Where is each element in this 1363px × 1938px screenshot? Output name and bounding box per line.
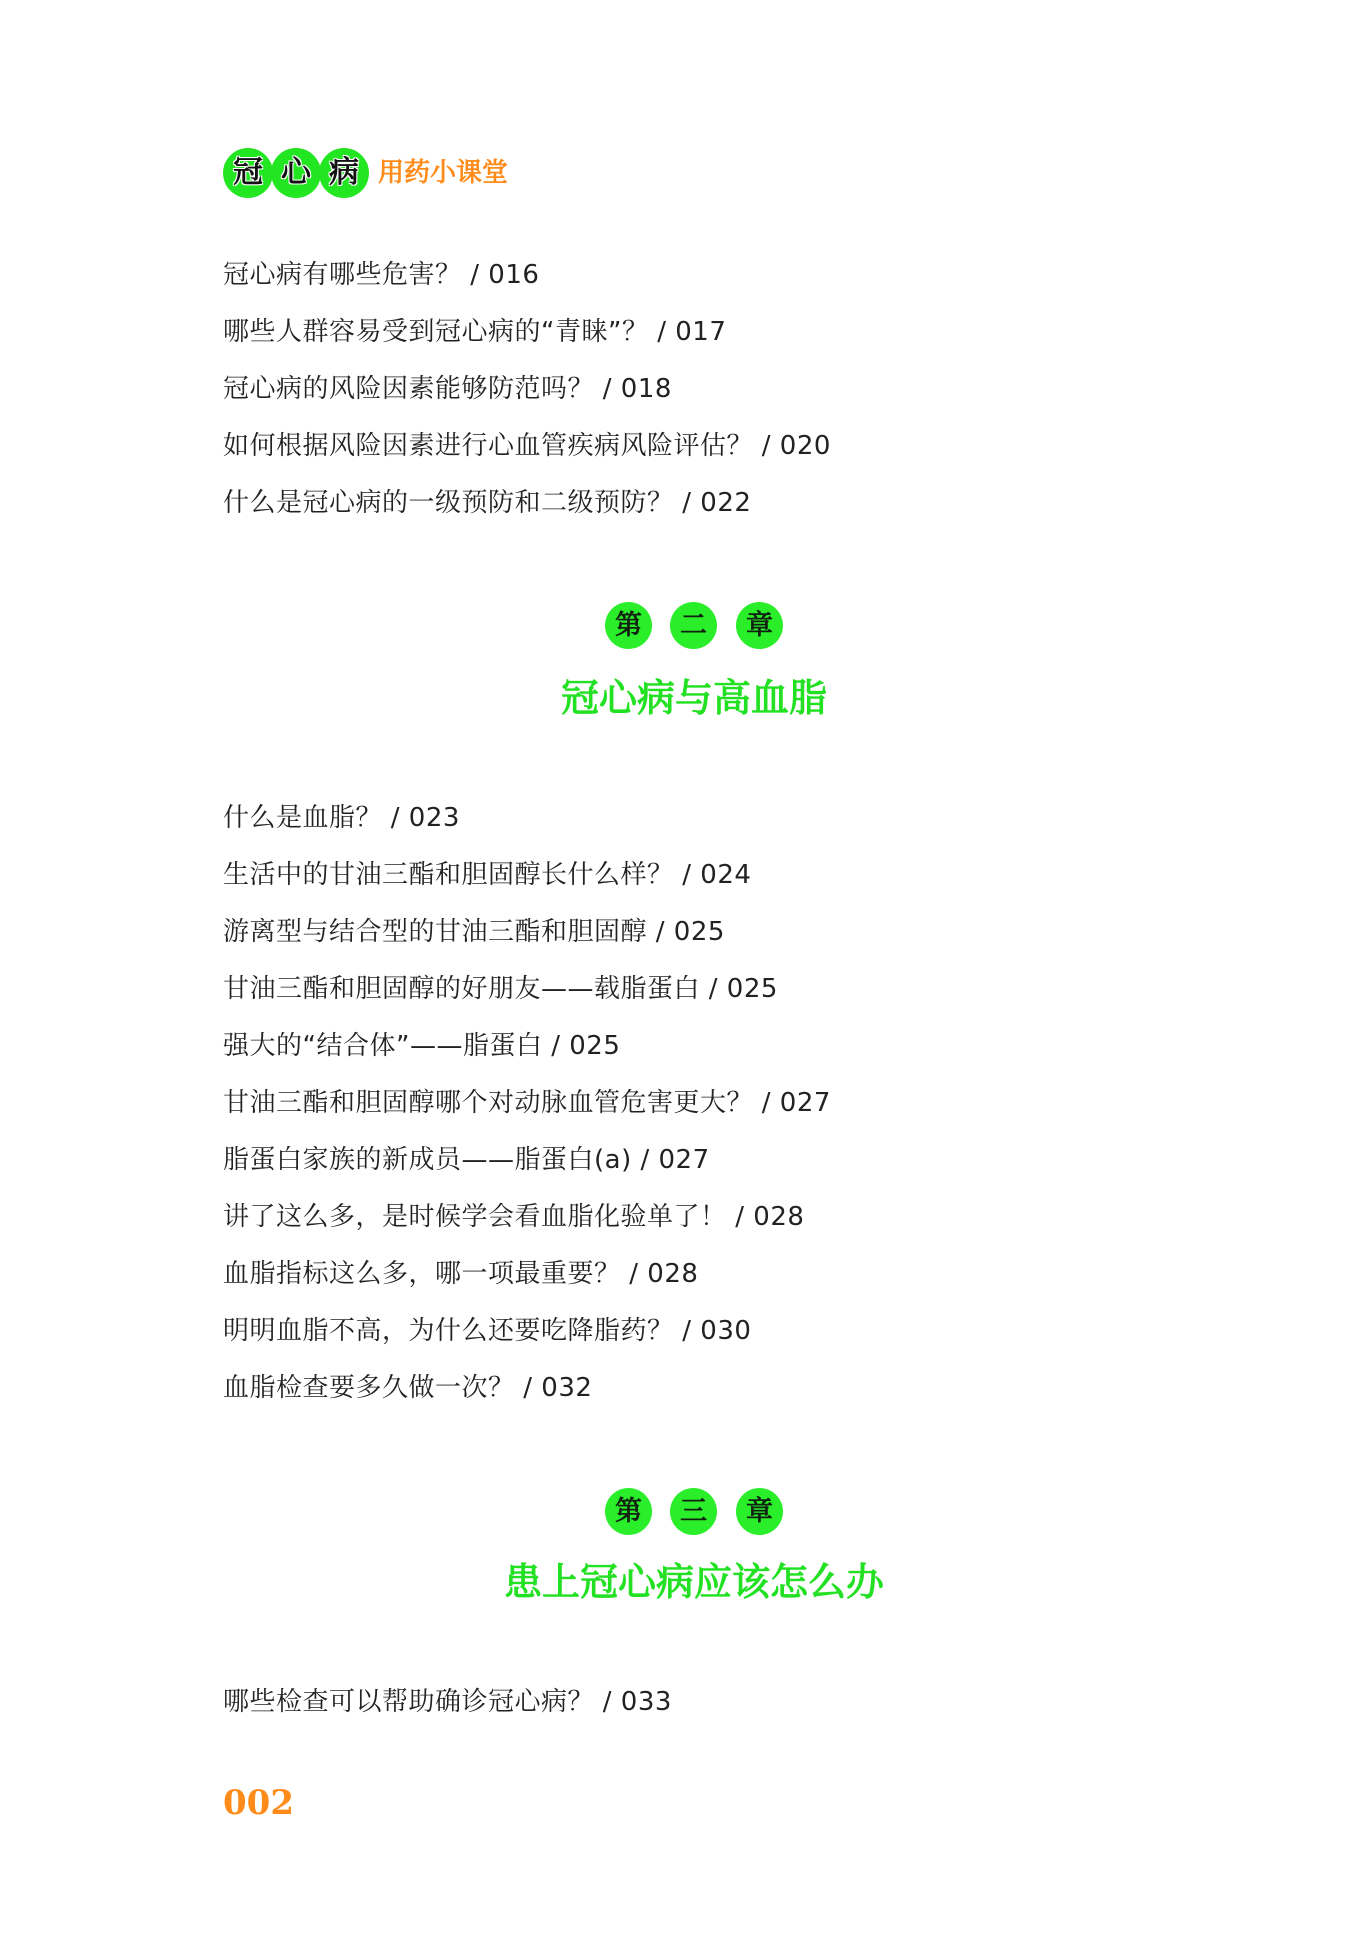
logo-char-circle: 冠 (223, 148, 273, 198)
page-number: 002 (223, 1783, 294, 1823)
toc-entry: 什么是冠心病的一级预防和二级预防？ / 022 (223, 488, 752, 518)
chapter-label-circle: 三 (670, 1488, 717, 1535)
logo-subtitle: 用药小课堂 (378, 158, 509, 188)
chapter-title: 患上冠心病应该怎么办 (503, 1559, 884, 1604)
toc-entry: 讲了这么多，是时候学会看血脂化验单了！ / 028 (223, 1202, 805, 1232)
toc-entry: 冠心病的风险因素能够防范吗？ / 018 (223, 374, 672, 404)
toc-entry: 血脂指标这么多，哪一项最重要？ / 028 (223, 1259, 699, 1289)
chapter-label-circle: 章 (736, 1488, 783, 1535)
chapter-label-circle: 第 (605, 602, 652, 649)
toc-entry: 明明血脂不高，为什么还要吃降脂药？ / 030 (223, 1316, 752, 1346)
logo-char-circle: 病 (319, 148, 369, 198)
toc-entry: 冠心病有哪些危害？ / 016 (223, 260, 540, 290)
toc-list-chapter2 (223, 790, 831, 1417)
toc-entry: 甘油三酯和胆固醇的好朋友——载脂蛋白 / 025 (223, 974, 778, 1004)
toc-list-chapter3 (223, 1674, 672, 1731)
logo-char-circle: 心 (271, 148, 321, 198)
toc-entry: 哪些人群容易受到冠心病的“青睐”？ / 017 (223, 317, 727, 347)
toc-entry: 血脂检查要多久做一次？ / 032 (223, 1373, 593, 1403)
toc-entry: 甘油三酯和胆固醇哪个对动脉血管危害更大？ / 027 (223, 1088, 831, 1118)
chapter-label-circle: 二 (670, 602, 717, 649)
chapter-title: 冠心病与高血脂 (560, 675, 827, 720)
toc-entry: 如何根据风险因素进行心血管疾病风险评估？ / 020 (223, 431, 831, 461)
toc-entry: 生活中的甘油三酯和胆固醇长什么样？ / 024 (223, 860, 752, 890)
toc-entry: 强大的“结合体”——脂蛋白 / 025 (223, 1031, 621, 1061)
toc-entry: 脂蛋白家族的新成员——脂蛋白(a) / 027 (223, 1145, 710, 1175)
toc-entry: 哪些检查可以帮助确诊冠心病？ / 033 (223, 1687, 672, 1717)
toc-entry: 游离型与结合型的甘油三酯和胆固醇 / 025 (223, 917, 725, 947)
chapter-label-circle: 第 (605, 1488, 652, 1535)
toc-list-chapter1 (223, 247, 831, 532)
chapter-label-circle: 章 (736, 602, 783, 649)
toc-entry: 什么是血脂？ / 023 (223, 803, 460, 833)
